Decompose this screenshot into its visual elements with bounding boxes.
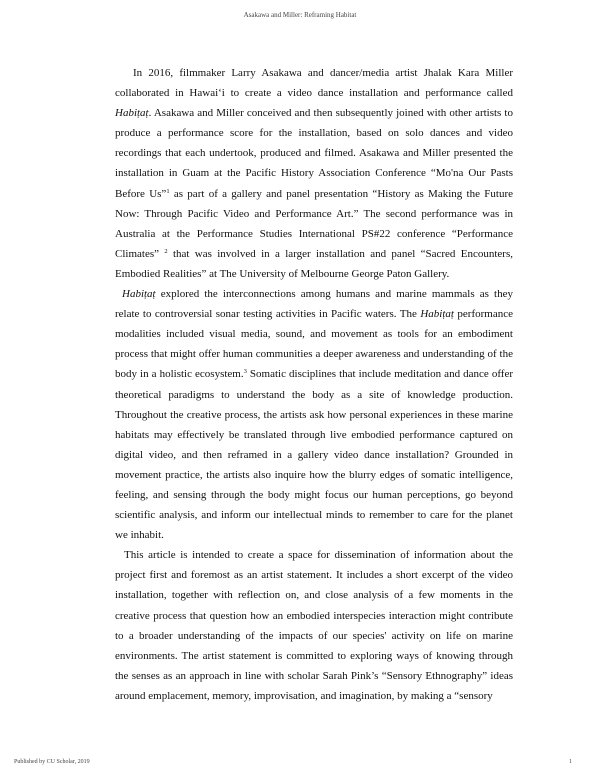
text-run: . Asakawa and Miller conceived and then subsequently joined with other artists to produce a performance score for the installation, based on solo dances and video recordings that each undertook, produced and filmed. Asakawa and Miller presented the installation in Guam at the Pacific History Association Conference “Mo'na Our Pasts Before Us” [115,107,513,200]
text-run: as part of a gallery and panel presentation “History as Making the Future Now: Through Pacific Video and Performance Art.” The second performance was in Australia at the Performance Studies International PS#22 conference “Performance Climates” [115,187,513,260]
page-number: 1 [569,759,572,765]
running-header: Asakawa and Miller: Reframing Habitat [243,11,357,19]
text-run: explored the interconnections among humans and marine mammals as they relate to controversial sonar testing activities in Pacific waters. The [115,288,513,321]
text-run: that was involved in a larger installation and panel “Sacred Encounters, Embodied Realities” at The University of Melbourne George Paton Gallery. [115,247,513,280]
paragraph-intro [115,63,513,284]
work-title: Habiṭaṭ [115,107,149,120]
article-body [115,63,513,706]
text-run: This article is intended to create a space for dissemination of information about the project first and foremost as an artist statement. It includes a short excerpt of the video installation, together with reflection on, and close analysis of a few moments in the creative process that question how an embodied interspecies interaction might contribute to a broader understanding of the impacts of our species' activity on life on marine environments. The artist statement is committed to exploring ways of knowing through the senses as an approach in line with scholar Sarah Pink’s “Sensory Ethnography” ideas around emplacement, memory, improvisation, and imagination, by making a “sensory [115,549,513,702]
publisher-footer: Published by CU Scholar, 2019 [14,759,90,765]
work-title: Habiṭaṭ [122,288,156,301]
text-run: performance modalities included visual media, sound, and movement as tools for an embodiment process that might offer human communities a deeper awareness and understanding of the body in a holistic ecosystem. [115,308,513,381]
text-run: Somatic disciplines that include meditation and dance offer theoretical paradigms to understand the body as a site of knowledge production. Throughout the creative process, the artists ask how personal experiences in these marine habitats may effectively be translated through live embodied performance captured on digital video, and then reframed in a gallery video dance installation? Grounded in movement practice, the artists also inquire how the blurry edges of somatic intelligence, feeling, and sensing through the body might focus our human perceptions, go beyond scientific analysis, and inform our intellectual minds to remember to care for the planet we inhabit. [115,368,513,542]
paragraph-exploration [115,284,513,545]
text-run: In 2016, filmmaker Larry Asakawa and dancer/media artist Jhalak Kara Miller collaborated in Hawai‘i to create a video dance installation and performance called [115,67,513,100]
footnote-ref-1[interactable]: 1 [166,187,170,195]
work-title: Habiṭaṭ [420,308,454,321]
paragraph-article-intent [115,545,513,706]
footnote-ref-2[interactable]: 2 [164,247,168,255]
footnote-ref-3[interactable]: 3 [243,368,247,376]
